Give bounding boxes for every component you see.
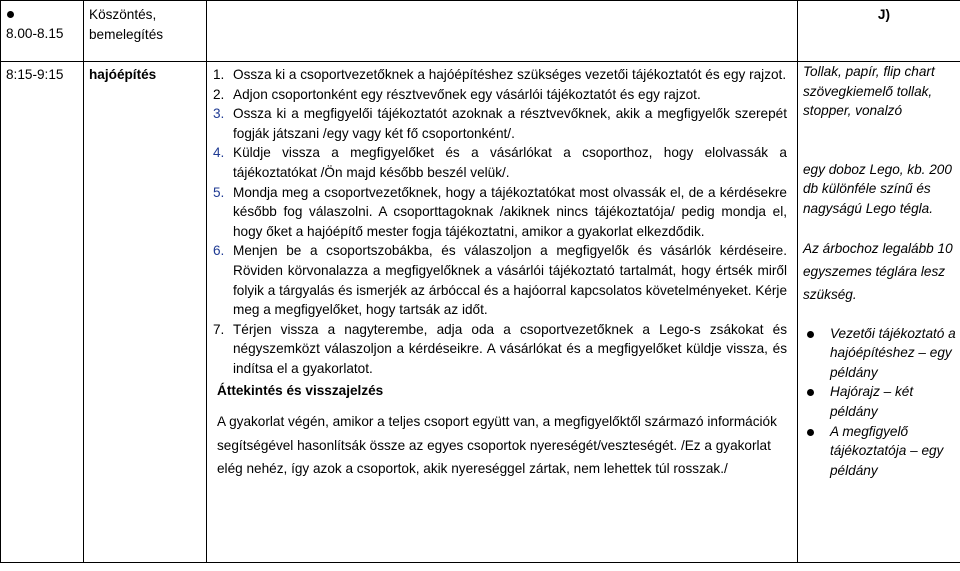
materials-paragraph: Az árbochoz legalább 10 egyszemes téglára lesz szükség. [803, 240, 953, 302]
time-cell [1, 1, 84, 62]
time-text: 8.00-8.15 [6, 26, 64, 41]
materials-paragraph: egy doboz Lego, kb. 200 db különféle színű és nagyságú Lego tégla. [803, 161, 952, 216]
list-item: 3. Ossza ki a megfigyelői tájékoztatót azoknak a résztvevőknek, akik a megfigyelők szerepét fogják játszani /egy vagy két fő csoportonként/. [213, 106, 787, 141]
list-item: A megfigyelő tájékoztatója – egy példány [803, 422, 959, 481]
list-item: Hajórajz – két példány [803, 382, 959, 421]
activity-text: hajóépítés [89, 67, 157, 82]
time-text: 8:15-9:15 [6, 67, 64, 82]
list-item: 4. Küldje vissza a megfigyelőket és a vásárlókat a csoporthoz, hogy elolvassák a tájékoztatókat /Ön majd később beszél velük/. [213, 145, 787, 180]
summary-text: A gyakorlat végén, amikor a teljes csoport együtt van, a megfigyelőktől származó információk segítségével hasonlítsák össze az egyes csoportok nyereségét/veszteségét. /Ez a gyakorlat elég nehéz, így azok a csoportok, akik nyereséggel zártak, nem lehettek túl rosszak./ [217, 414, 777, 477]
list-item: 2. Adjon csoportonként egy résztvevőnek egy vásárlói tájékoztatót és egy rajzot. [213, 86, 701, 102]
bullet-icon [807, 429, 814, 436]
activity-cell [84, 1, 207, 62]
time-cell [1, 62, 84, 563]
table-row [1, 62, 960, 563]
description-cell [207, 62, 798, 563]
bullet-icon [7, 11, 14, 18]
description-cell [207, 1, 798, 62]
section-title: Áttekintés és visszajelzés [217, 382, 384, 398]
section-marker: J) [877, 7, 890, 22]
activity-text: Köszöntés, bemelegítés [89, 7, 164, 42]
list-item: 6. Menjen be a csoportszobákba, és válaszoljon a megfigyelők és vásárlók kérdéseire. Röviden körvonalazza a megfigyelőknek a vásárlói tájékoztató tartalmát, hogy értsék miről folyik a tárgyalás és ismerjék az árbóccal és a hajóorral kapcsolatos követelményeket. Kérje meg a megfigyelőket, hogy tartsák az időt. [213, 243, 787, 318]
list-item: Vezetői tájékoztató a hajóépítéshez – egy példány [803, 324, 959, 383]
bullet-icon [807, 389, 814, 396]
list-item: 7. Térjen vissza a nagyterembe, adja oda a csoportvezetőknek a Lego-s zsákokat és négyszemközt válaszoljon a kérdéseikre. A vásárlókat és a megfigyelőket küldje vissza, és indítsa el a gyakorlatot. [213, 321, 787, 376]
table-row [1, 1, 960, 62]
materials-list [803, 324, 959, 481]
materials-cell [798, 1, 960, 62]
bullet-icon [807, 331, 814, 338]
materials-cell [798, 62, 960, 563]
list-item: 5. Mondja meg a csoportvezetőknek, hogy a tájékoztatókat most olvassák el, de a kérdésekre később fog válaszolni. A csoporttagoknak /akiknek nincs tájékoztatója/ pedig mondja el, hogy őket a hajóépítő mester fogja tájékoztatni, amikor a gyakorlat elkezdődik. [213, 184, 787, 239]
steps-list [207, 65, 787, 379]
materials-paragraph: Tollak, papír, flip chart szövegkiemelő tollak, stopper, vonalzó [803, 64, 935, 119]
activity-cell [84, 62, 207, 563]
list-item: 1. Ossza ki a csoportvezetőknek a hajóépítéshez szükséges vezetői tájékoztatót és egy rajzot. [213, 67, 787, 82]
